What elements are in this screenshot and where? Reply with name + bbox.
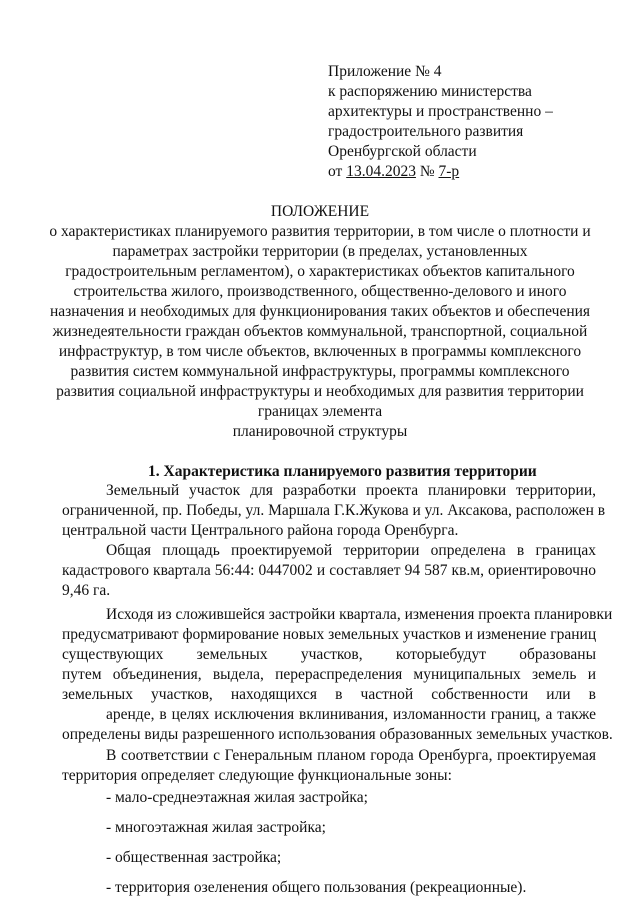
- paragraph-line: аренде, в целях исключения вклинивания, изломанности границ, а также: [106, 706, 596, 723]
- appendix-date-line: [328, 162, 459, 182]
- title-line: развития социальной инфраструктуры и необходимых для развития территории: [56, 383, 584, 400]
- paragraph-line: Общая площадь проектируемой территории определена в границах: [106, 542, 596, 559]
- paragraph-line: 9,46 га.: [62, 582, 111, 599]
- paragraph-line: В соответствии с Генеральным планом города Оренбурга, проектируемая: [106, 747, 596, 764]
- title-line: параметрах застройки территории (в пределах, установленных: [112, 243, 528, 260]
- appendix-line-1: Приложение № 4: [328, 63, 442, 80]
- title-line: строительства жилого, производственного, общественно-делового и иного: [73, 283, 567, 300]
- paragraph-line: земельных участков, находящихся в частной собственности или в: [62, 686, 596, 703]
- paragraph-line: предусматривают формирование новых земельных участков и изменение границ: [62, 626, 597, 643]
- zone-list-item: - территория озеленения общего пользования (рекреационные).: [106, 879, 527, 896]
- paragraph-line: Земельный участок для разработки проекта планировки территории,: [106, 482, 596, 499]
- title-line: границах элемента: [257, 403, 383, 420]
- title-line: жизнедеятельности граждан объектов коммунальной, транспортной, социальной: [52, 323, 588, 340]
- number-sign: №: [419, 163, 435, 180]
- paragraph-line: путем объединения, выдела, перераспределения муниципальных земель и: [62, 666, 596, 683]
- document-number: 7-р: [438, 163, 460, 180]
- section-heading: 1. Характеристика планируемого развития территории: [148, 463, 537, 480]
- paragraph-line: существующих земельных участков, которыебудут образованы: [62, 646, 596, 663]
- title-line: инфраструктур, в том числе объектов, включенных в программы комплексного: [58, 343, 582, 360]
- title-line: развития систем коммунальной инфраструктуры, программы комплексного: [70, 363, 570, 380]
- appendix-line-3: архитектуры и пространственно –: [328, 103, 553, 120]
- appendix-line-5: Оренбургской области: [328, 143, 477, 160]
- title-line: градостроительным регламентом), о характеристиках объектов капитального: [65, 263, 575, 280]
- paragraph-line: определены виды разрешенного использования образованных земельных участков.: [62, 726, 613, 743]
- paragraph-line: территория определяет следующие функциональные зоны:: [62, 767, 452, 784]
- title-line: планировочной структуры: [232, 423, 408, 440]
- title-line: назначения и необходимых для функционирования таких объектов и обеспечения: [49, 303, 591, 320]
- appendix-line-4: градостроительного развития: [328, 123, 524, 140]
- zone-list-item: - многоэтажная жилая застройка;: [106, 819, 326, 836]
- title-line: о характеристиках планируемого развития территории, в том числе о плотности и: [49, 223, 591, 240]
- paragraph-line: ограниченной, пр. Победы, ул. Маршала Г.К.Жукова и ул. Аксакова, расположен в: [62, 502, 606, 519]
- zone-list-item: - общественная застройка;: [106, 849, 282, 866]
- paragraph-line: центральной части Центрального района города Оренбурга.: [62, 522, 459, 539]
- paragraph-line: Исходя из сложившейся застройки квартала, изменения проекта планировки: [106, 606, 613, 623]
- appendix-line-2: к распоряжению министерства: [328, 83, 532, 100]
- document-date: 13.04.2023: [346, 163, 416, 180]
- zone-list-item: - мало-среднеэтажная жилая застройка;: [106, 789, 368, 806]
- paragraph-line: кадастрового квартала 56:44: 0447002 и составляет 94 587 кв.м, ориентировочно: [62, 562, 596, 579]
- date-prefix: от: [328, 163, 343, 180]
- document-title: ПОЛОЖЕНИЕ: [270, 203, 370, 220]
